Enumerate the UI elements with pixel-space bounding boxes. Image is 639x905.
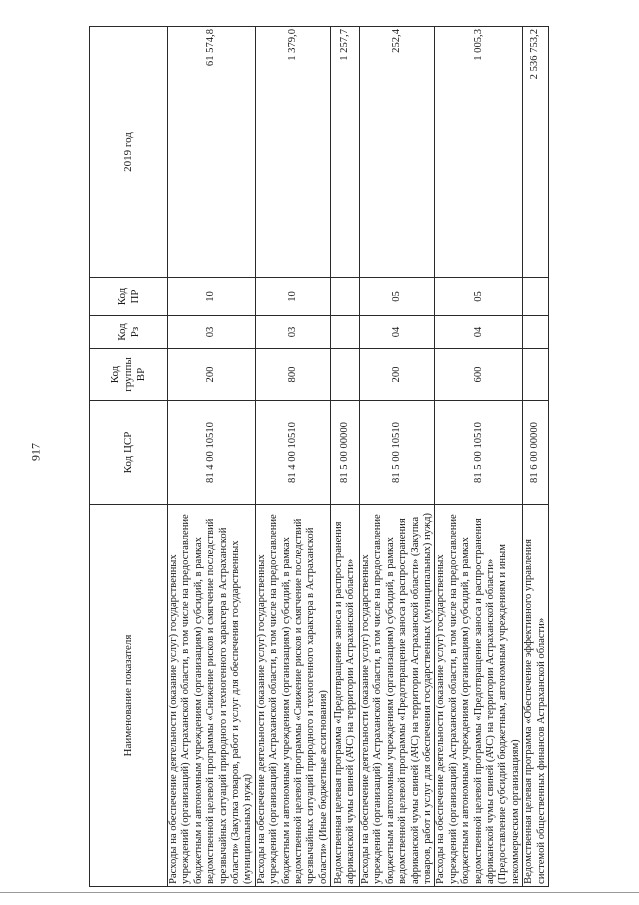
row-rz: 03 [168, 316, 256, 349]
row-rz [523, 316, 549, 349]
page-number: 917 [28, 443, 43, 461]
row-rz: 04 [435, 316, 523, 349]
row-pr: 10 [255, 278, 330, 316]
row-rz: 04 [360, 316, 435, 349]
row-pr: 05 [435, 278, 523, 316]
budget-table [89, 26, 549, 887]
row-pr [331, 278, 360, 316]
row-csr: 81 6 00 00000 [523, 401, 549, 505]
row-amount: 252,4 [360, 27, 435, 278]
row-vr [523, 349, 549, 401]
row-vr: 600 [435, 349, 523, 401]
row-pr: 10 [168, 278, 256, 316]
table-row [523, 27, 549, 887]
row-name: Расходы на обеспечение деятельности (оказание услуг) государственных учреждений (организаций) Астраханской области, в том числе на предоставление бюджетным и автономным учреждениям (организациям) субсидий, в рамках ведомственной целевой программы «Снижение рисков и смягчение последствий чрезвычайных ситуаций природного и техногенного характера в Астраханской области» (Закупка товаров, работ и услуг для обеспечения государственных (муниципальных) нужд) [168, 505, 256, 887]
row-amount: 1 257,7 [331, 27, 360, 278]
row-amount: 61 574,8 [168, 27, 256, 278]
row-name: Расходы на обеспечение деятельности (оказание услуг) государственных учреждений (организаций) Астраханской области, в том числе на предоставление бюджетным и автономным учреждениям (организациям) субсидий, в рамках ведомственной целевой программы «Предотвращение заноса и распространения африканской чумы свиней (АЧС) на территории Астраханской области» (Закупка товаров, работ и услуг для обеспечения государственных (муниципальных) нужд) [360, 505, 435, 887]
row-name: Ведомственная целевая программа «Предотвращение заноса и распространения африканской чумы свиней (АЧС) на территории Астраханской области» [331, 505, 360, 887]
row-csr: 81 4 00 10510 [168, 401, 256, 505]
row-csr: 81 5 00 10510 [435, 401, 523, 505]
row-vr: 200 [360, 349, 435, 401]
row-amount: 2 536 753,2 [523, 27, 549, 278]
row-csr: 81 5 00 10510 [360, 401, 435, 505]
row-vr: 800 [255, 349, 330, 401]
row-csr: 81 5 00 00000 [331, 401, 360, 505]
bottom-divider [0, 892, 639, 893]
row-pr [523, 278, 549, 316]
row-csr: 81 4 00 10510 [255, 401, 330, 505]
header-name: Наименование показателя [90, 505, 168, 887]
row-rz [331, 316, 360, 349]
header-vr: Код группы ВР [90, 349, 168, 401]
row-name: Расходы на обеспечение деятельности (оказание услуг) государственных учреждений (организаций) Астраханской области, в том числе на предоставление бюджетным и автономным учреждениям (организациям) субсидий, в рамках ведомственной целевой программы «Снижение рисков и смягчение последствий чрезвычайных ситуаций природного и техногенного характера в Астраханской области» (Иные бюджетные ассигнования) [255, 505, 330, 887]
table-row [255, 27, 330, 887]
table-row [360, 27, 435, 887]
row-vr [331, 349, 360, 401]
table-header-row [90, 27, 168, 887]
row-name: Расходы на обеспечение деятельности (оказание услуг) государственных учреждений (организаций) Астраханской области, в том числе на предоставление бюджетным и автономным учреждениям (организациям) субсидий, в рамках ведомственной целевой программы «Предотвращение заноса и распространения африканской чумы свиней (АЧС) на территории Астраханской области» (Предоставление субсидий бюджетным, автономным учреждениям и иным некоммерческим организациям) [435, 505, 523, 887]
header-year: 2019 год [90, 27, 168, 278]
row-vr: 200 [168, 349, 256, 401]
table-row [331, 27, 360, 887]
budget-sheet [89, 27, 547, 887]
row-rz: 03 [255, 316, 330, 349]
header-csr: Код ЦСР [90, 401, 168, 505]
table-row [168, 27, 256, 887]
header-pr: Код ПР [90, 278, 168, 316]
table-row [435, 27, 523, 887]
row-amount: 1 379,0 [255, 27, 330, 278]
row-amount: 1 005,3 [435, 27, 523, 278]
row-pr: 05 [360, 278, 435, 316]
rotated-table-frame [89, 27, 547, 887]
row-name: Ведомственная целевая программа «Обеспечение эффективного управления системой общественных финансов Астраханской области» [523, 505, 549, 887]
header-rz: Код Рз [90, 316, 168, 349]
